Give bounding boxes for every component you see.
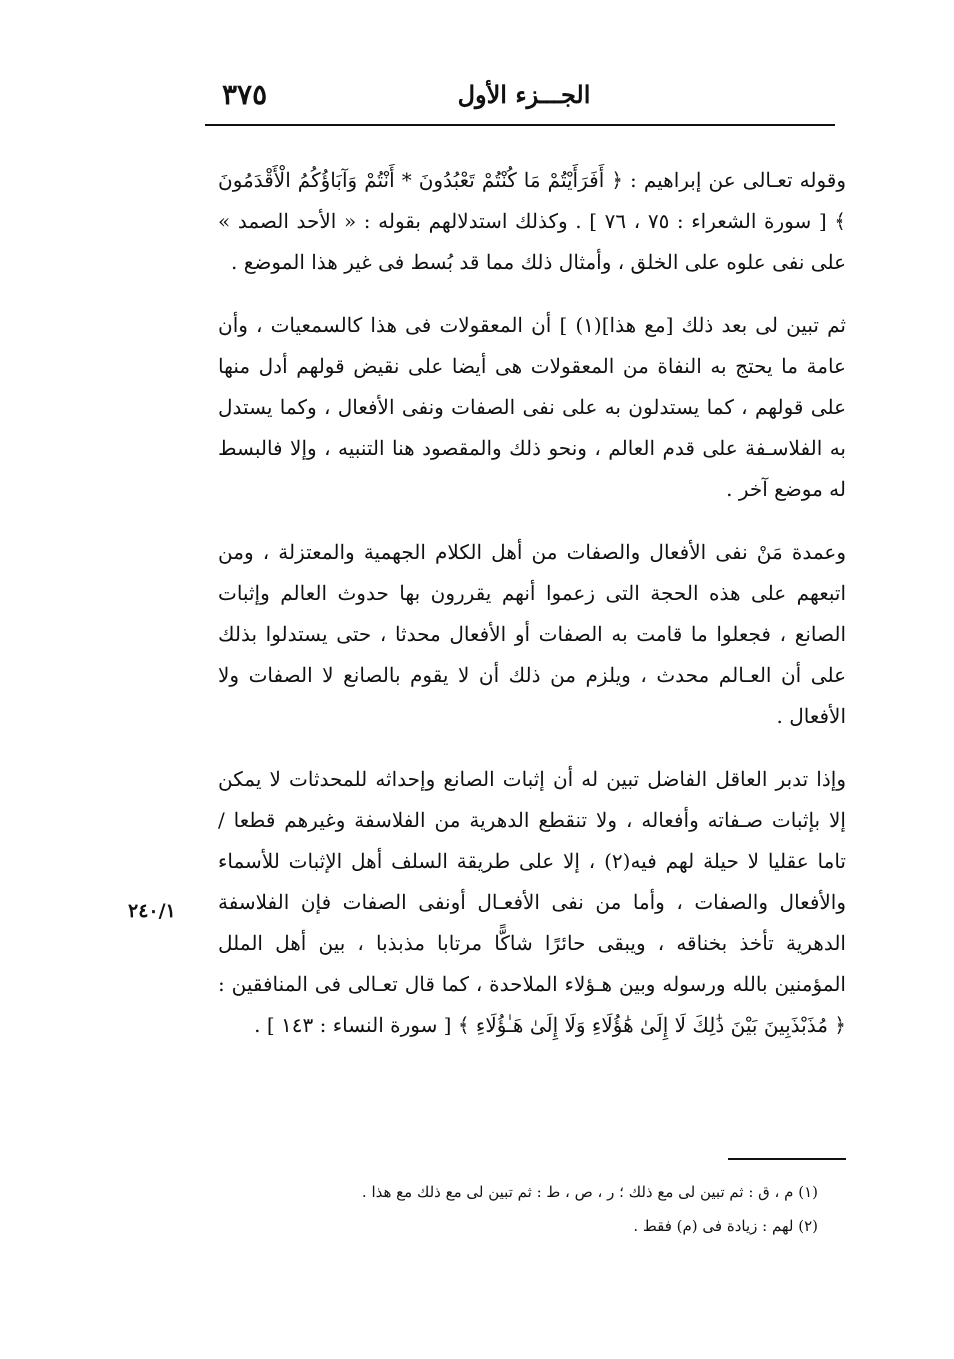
paragraph: ثم تبين لى بعد ذلك [مع هذا](١) ] أن المعقولات فى هذا كالسمعيات ، وأن عامة ما يحتج به النفاة من المعقولات هى أيضا على نقيض قولهم أدل منها على قولهم ، كما يستدلون به على نفى الصفات ونفى الأفعال ، وكما يستدل به الفلاسـفة على قدم العالم ، ونحو ذلك والمقصود هنا التنبيه ، وإلا فالبسط له موضع آخر . bbox=[218, 313, 847, 501]
footnote: (١) م ، ق : ثم تبين لى مع ذلك ؛ ر ، ص ، ط : ثم تبين لى مع ذلك مع هذا . bbox=[361, 1183, 818, 1201]
header-rule bbox=[205, 124, 835, 126]
footnotes bbox=[280, 1175, 818, 1243]
main-text bbox=[218, 160, 846, 1046]
footnote-rule bbox=[728, 1158, 846, 1160]
paragraph: وإذا تدبر العاقل الفاضل تبين له أن إثبات الصانع وإحداثه للمحدثات لا يمكن إلا بإثبات صـفاته وأفعاله ، ولا تنقطع الدهرية من الفلاسفة وغيرهم قطعا / تاما عقليا لا حيلة لهم فيه(٢) ، إلا على طريقة السلف أهل الإثبات للأسماء والأفعال والصفات ، وأما من نفى الأفعـال أونفى الصفات فإن الفلاسفة الدهرية تأخذ بخناقه ، ويبقى حائرًا شاكًّا مرتابا مذبذبا ، بين أهل الملل المؤمنين بالله ورسوله وبين هـؤلاء الملاحدة ، كما قال تعـالى فى المنافقين : ﴿ مُذَبْذَبِينَ بَيْنَ ذَٰلِكَ لَا إِلَىٰ هَٰؤُلَاءِ وَلَا إِلَىٰ هَـٰؤُلَاءِ ﴾ [ سورة النساء : ١٤٣ ] . bbox=[218, 767, 847, 1037]
margin-reference: ٢٤٠/١ bbox=[128, 900, 176, 922]
paragraph: وعمدة مَنْ نفى الأفعال والصفات من أهل الكلام الجهمية والمعتزلة ، ومن اتبعهم على هذه الحجة التى زعموا أنهم يقررون بها حدوث العالم وإثبات الصانع ، فجعلوا ما قامت به الصفات أو الأفعال محدثا ، حتى يستدلوا بذلك على أن العـالم محدث ، ويلزم من ذلك أن لا يقوم بالصانع لا الصفات ولا الأفعال . bbox=[218, 540, 846, 728]
paragraph: وقوله تعـالى عن إبراهيم : ﴿ أَفَرَأَيْتُمْ مَا كُنْتُمْ تَعْبُدُونَ * أَنْتُمْ وَآبَاؤُكُمُ الْأَقْدَمُونَ ﴾ [ سورة الشعراء : ٧٥ ، ٧٦ ] . وكذلك استدلالهم بقوله : « الأحد الصمد » على نفى علوه على الخلق ، وأمثال ذلك مما قد بُسط فى غير هذا الموضع . bbox=[218, 168, 846, 274]
page-number: ٣٧٥ bbox=[222, 78, 268, 111]
page-header bbox=[212, 78, 836, 122]
footnote: (٢) لهم : زيادة فى (م) فقط . bbox=[633, 1217, 818, 1235]
running-title: الجـــزء الأول bbox=[457, 80, 591, 109]
